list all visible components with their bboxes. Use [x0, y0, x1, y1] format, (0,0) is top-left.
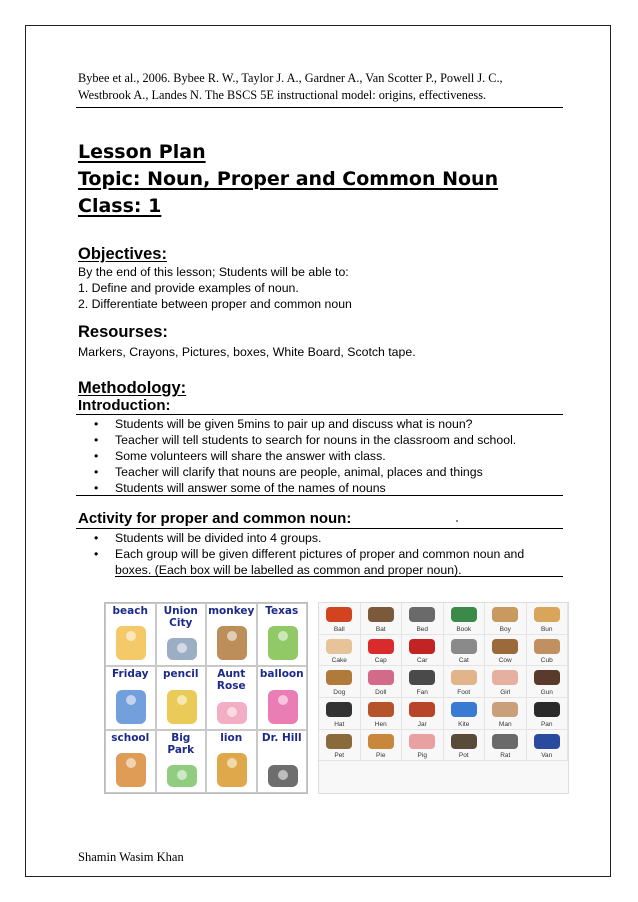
- common-noun-illustration: [534, 670, 560, 685]
- common-noun-illustration: [368, 734, 394, 749]
- proper-noun-label: beach: [112, 605, 148, 617]
- objective-item-1: 1. Define and provide examples of noun.: [78, 281, 299, 295]
- proper-noun-card: [156, 666, 207, 729]
- common-noun-card: [527, 603, 569, 635]
- proper-noun-label: Aunt Rose: [216, 668, 246, 693]
- proper-noun-label: Dr. Hill: [261, 731, 302, 744]
- common-noun-label: Boy: [499, 625, 511, 633]
- objective-item-2: 2. Differentiate between proper and common noun: [78, 297, 352, 311]
- common-noun-label: Van: [541, 752, 553, 760]
- objectives-intro: By the end of this lesson; Students will be able to:: [78, 265, 349, 279]
- common-noun-illustration: [492, 639, 518, 654]
- common-noun-illustration: [534, 607, 560, 622]
- proper-noun-illustration: [114, 751, 148, 789]
- common-noun-illustration: [451, 734, 477, 749]
- introduction-heading: Introduction:: [78, 397, 171, 414]
- common-noun-illustration: [368, 670, 394, 685]
- proper-noun-label: monkey: [208, 605, 255, 617]
- proper-noun-card: [257, 730, 308, 793]
- common-noun-illustration: [451, 607, 477, 622]
- common-noun-label: Pet: [334, 752, 345, 760]
- proper-noun-card: [156, 730, 207, 793]
- common-noun-label: Car: [417, 657, 428, 665]
- common-noun-label: Cow: [498, 657, 512, 665]
- common-noun-label: Man: [498, 720, 512, 728]
- reference-line-2: Westbrook A., Landes N. The BSCS 5E instructional model: origins, effectiveness.: [78, 88, 487, 102]
- common-noun-card: [444, 730, 486, 762]
- common-noun-card: [319, 635, 361, 667]
- common-noun-label: Rat: [500, 752, 511, 760]
- common-noun-label: Dog: [333, 688, 346, 696]
- reference-line-1: Bybee et al., 2006. Bybee R. W., Taylor J. A., Gardner A., Van Scotter P., Powell J. C.,: [78, 71, 503, 85]
- reference-divider: [76, 107, 563, 108]
- introduction-rule-top: [76, 414, 563, 415]
- common-noun-card: [402, 698, 444, 730]
- activity-item: • Each group will be given different pictures of proper and common noun and: [94, 546, 524, 562]
- proper-noun-label: Union City: [163, 605, 198, 629]
- footer-author: Shamin Wasim Khan: [78, 850, 184, 864]
- introduction-list: [94, 416, 516, 496]
- common-noun-picture-grid: [318, 602, 569, 794]
- proper-noun-card: [206, 603, 257, 666]
- proper-noun-card: [105, 730, 156, 793]
- introduction-item: • Students will be given 5mins to pair up and discuss what is noun?: [94, 416, 516, 432]
- common-noun-card: [361, 635, 403, 667]
- common-noun-illustration: [492, 734, 518, 749]
- proper-noun-picture-grid: [104, 602, 308, 794]
- common-noun-label: Girl: [500, 688, 511, 696]
- common-noun-label: Pie: [376, 752, 386, 760]
- common-noun-label: Foot: [457, 688, 471, 696]
- common-noun-label: Hen: [374, 720, 387, 728]
- common-noun-label: Cake: [331, 657, 347, 665]
- proper-noun-card: [206, 730, 257, 793]
- common-noun-card: [485, 635, 527, 667]
- proper-noun-label: Texas: [265, 605, 299, 617]
- common-noun-card: [485, 698, 527, 730]
- common-noun-label: Kite: [458, 720, 470, 728]
- common-noun-label: Pig: [417, 752, 427, 760]
- stray-dot: [456, 520, 458, 522]
- common-noun-label: Cub: [540, 657, 553, 665]
- common-noun-card: [402, 666, 444, 698]
- common-noun-illustration: [451, 670, 477, 685]
- proper-noun-illustration: [165, 763, 199, 789]
- proper-noun-card: [105, 603, 156, 666]
- common-noun-card: [485, 730, 527, 762]
- proper-noun-illustration: [266, 624, 300, 662]
- proper-noun-label: Friday: [112, 668, 149, 681]
- proper-noun-label: school: [111, 731, 150, 744]
- common-noun-label: Jar: [417, 720, 427, 728]
- proper-noun-illustration: [165, 688, 199, 726]
- common-noun-illustration: [492, 670, 518, 685]
- common-noun-card: [485, 666, 527, 698]
- activity-item: • Students will be divided into 4 groups.: [94, 530, 524, 546]
- common-noun-card: [527, 635, 569, 667]
- common-noun-illustration: [326, 607, 352, 622]
- proper-noun-illustration: [165, 636, 199, 662]
- common-noun-illustration: [368, 607, 394, 622]
- common-noun-label: Bed: [416, 625, 429, 633]
- proper-noun-illustration: [266, 763, 300, 789]
- common-noun-card: [319, 698, 361, 730]
- common-noun-illustration: [451, 639, 477, 654]
- activity-list: [94, 530, 524, 562]
- activity-heading: Activity for proper and common noun:: [78, 510, 352, 527]
- common-noun-illustration: [409, 607, 435, 622]
- common-noun-card: [444, 635, 486, 667]
- proper-noun-card: [156, 603, 207, 666]
- common-noun-illustration: [534, 639, 560, 654]
- common-noun-card: [444, 666, 486, 698]
- proper-noun-illustration: [266, 688, 300, 726]
- proper-noun-card: [206, 666, 257, 729]
- class-heading: Class: 1: [78, 195, 162, 217]
- common-noun-card: [319, 730, 361, 762]
- proper-noun-illustration: [215, 751, 249, 789]
- common-noun-illustration: [409, 734, 435, 749]
- common-noun-card: [319, 603, 361, 635]
- proper-noun-illustration: [114, 624, 148, 662]
- proper-noun-illustration: [114, 688, 148, 726]
- introduction-item: • Some volunteers will share the answer with class.: [94, 448, 516, 464]
- common-noun-card: [361, 698, 403, 730]
- common-noun-illustration: [534, 702, 560, 717]
- common-noun-illustration: [409, 702, 435, 717]
- common-noun-card: [402, 603, 444, 635]
- proper-noun-illustration: [215, 700, 249, 726]
- common-noun-illustration: [492, 607, 518, 622]
- common-noun-illustration: [326, 702, 352, 717]
- common-noun-card: [319, 666, 361, 698]
- common-noun-illustration: [326, 639, 352, 654]
- common-noun-card: [485, 603, 527, 635]
- activity-rule-bottom: [115, 576, 563, 577]
- proper-noun-label: pencil: [162, 668, 199, 681]
- common-noun-illustration: [326, 670, 352, 685]
- proper-noun-illustration: [215, 624, 249, 662]
- topic-heading: Topic: Noun, Proper and Common Noun: [78, 168, 499, 190]
- common-noun-card: [402, 635, 444, 667]
- resources-heading: Resourses:: [78, 323, 168, 341]
- common-noun-label: Book: [456, 625, 472, 633]
- introduction-item: • Students will answer some of the names of nouns: [94, 480, 516, 496]
- proper-noun-card: [257, 666, 308, 729]
- introduction-item: • Teacher will tell students to search for nouns in the classroom and school.: [94, 432, 516, 448]
- common-noun-illustration: [368, 702, 394, 717]
- common-noun-label: Pan: [540, 720, 553, 728]
- proper-noun-label: Big Park: [167, 731, 195, 756]
- introduction-item: • Teacher will clarify that nouns are people, animal, places and things: [94, 464, 516, 480]
- common-noun-card: [444, 603, 486, 635]
- common-noun-illustration: [492, 702, 518, 717]
- common-noun-label: Gun: [540, 688, 553, 696]
- common-noun-label: Bat: [375, 625, 386, 633]
- objectives-heading: Objectives:: [78, 245, 167, 263]
- common-noun-illustration: [326, 734, 352, 749]
- common-noun-card: [527, 730, 569, 762]
- lesson-plan-title: Lesson Plan: [78, 141, 206, 163]
- proper-noun-card: [105, 666, 156, 729]
- proper-noun-card: [257, 603, 308, 666]
- common-noun-illustration: [534, 734, 560, 749]
- common-noun-illustration: [409, 670, 435, 685]
- common-noun-label: Hat: [334, 720, 345, 728]
- activity-rule-top: [76, 528, 563, 529]
- common-noun-illustration: [409, 639, 435, 654]
- common-noun-label: Ball: [333, 625, 345, 633]
- proper-noun-label: lion: [220, 731, 243, 744]
- common-noun-card: [361, 603, 403, 635]
- common-noun-illustration: [451, 702, 477, 717]
- common-noun-label: Pot: [458, 752, 469, 760]
- common-noun-card: [527, 698, 569, 730]
- resources-text: Markers, Crayons, Pictures, boxes, White Board, Scotch tape.: [78, 345, 416, 359]
- common-noun-card: [361, 730, 403, 762]
- common-noun-label: Cat: [458, 657, 469, 665]
- common-noun-label: Doll: [375, 688, 387, 696]
- reference-citation: [78, 70, 564, 104]
- common-noun-card: [402, 730, 444, 762]
- common-noun-card: [527, 666, 569, 698]
- common-noun-card: [361, 666, 403, 698]
- activity-item-continuation: boxes. (Each box will be labelled as common and proper noun).: [115, 563, 462, 577]
- common-noun-label: Cap: [374, 657, 387, 665]
- common-noun-label: Fan: [416, 688, 428, 696]
- proper-noun-label: balloon: [259, 668, 304, 681]
- methodology-heading: Methodology:: [78, 379, 187, 397]
- common-noun-label: Bun: [540, 625, 553, 633]
- introduction-rule-bottom: [76, 495, 563, 496]
- common-noun-illustration: [368, 639, 394, 654]
- common-noun-card: [444, 698, 486, 730]
